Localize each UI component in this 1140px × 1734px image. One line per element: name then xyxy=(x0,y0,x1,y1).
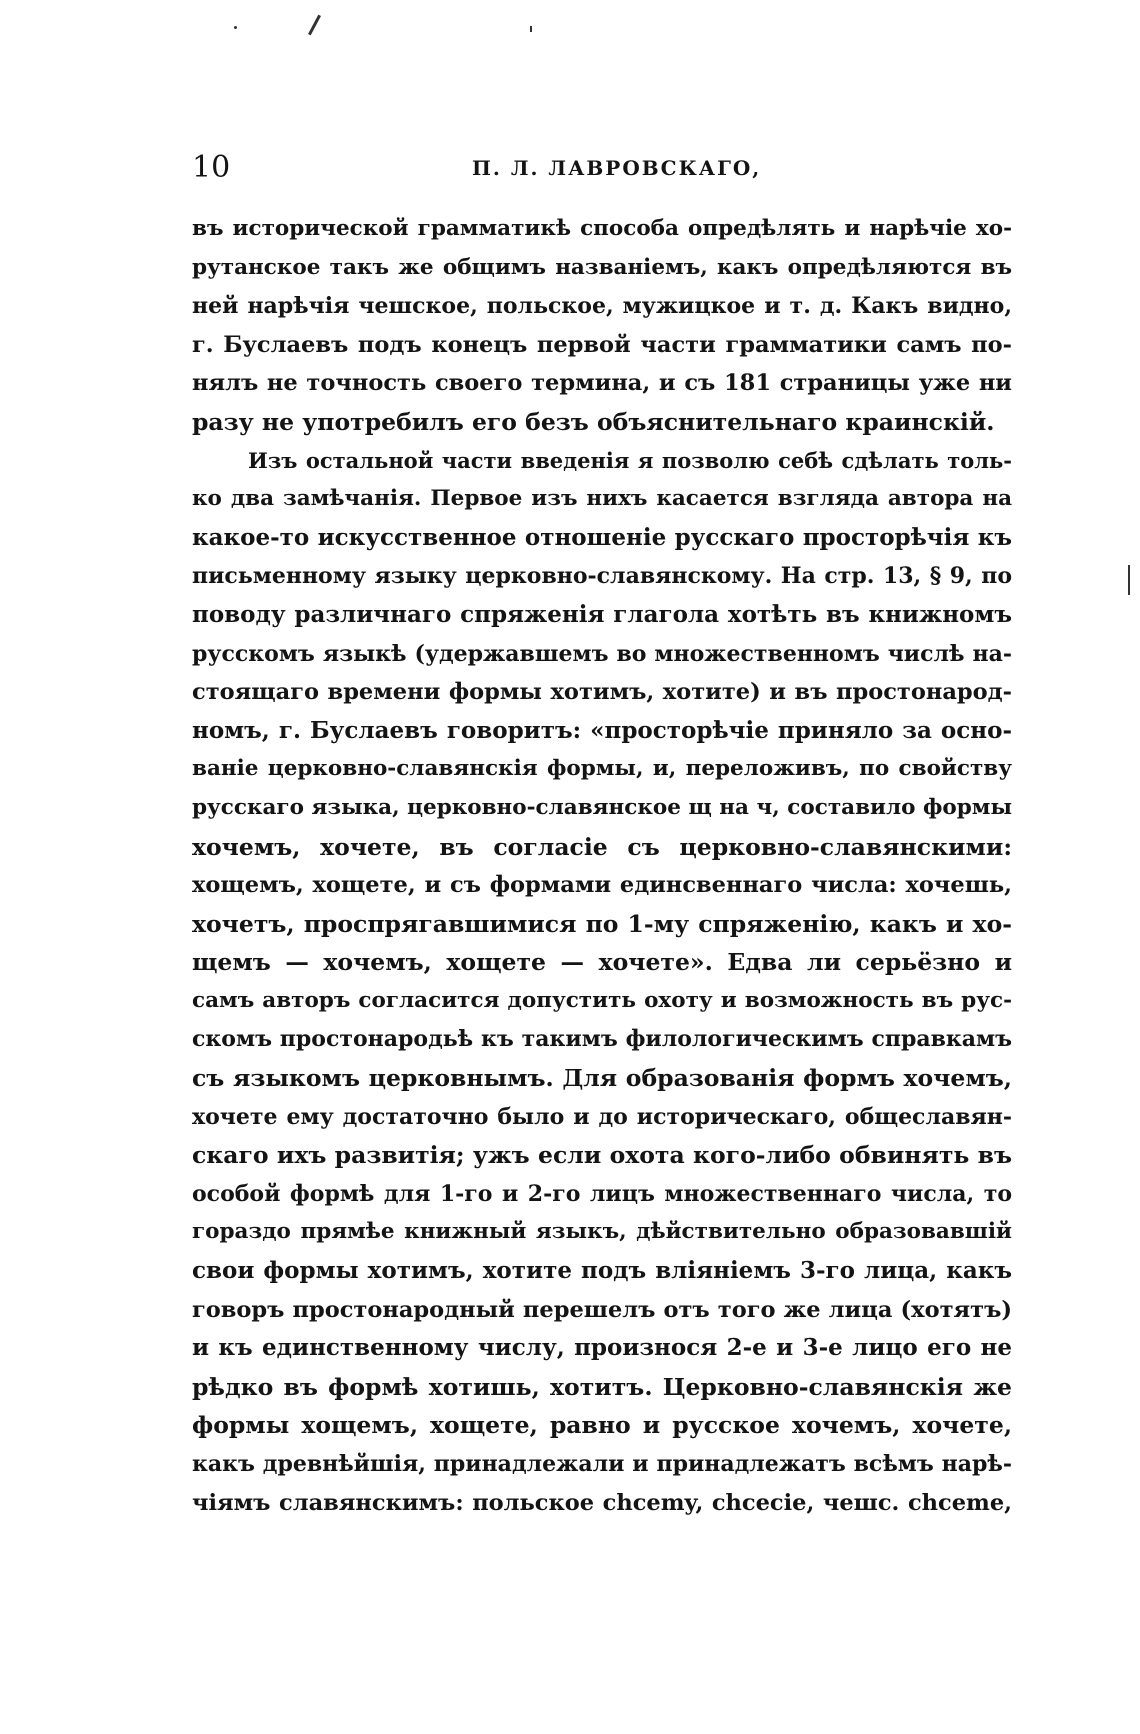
text-line: свои формы хотимъ, хотите подъ вліяніемъ 3-го лица, какъ xyxy=(192,1257,1012,1285)
text-line: ваніе церковно-славянскія формы, и, переложивъ, по свойству xyxy=(192,756,1012,782)
body-text xyxy=(192,210,1012,1522)
text-line: чіямъ славянскимъ: польское chcemy, chcecie, чешс. chceme, xyxy=(192,1489,1012,1516)
text-line: стоящаго времени формы хотимъ, хотите) и въ простонарод- xyxy=(192,679,1012,706)
text-line: ко два замѣчанія. Первое изъ нихъ касается взгляда автора на xyxy=(192,486,1012,512)
page-header xyxy=(192,148,1012,188)
page-number: 10 xyxy=(192,150,231,185)
text-line: письменному языку церковно-славянскому. На стр. 13, § 9, по xyxy=(192,563,1012,590)
text-line: какъ древнѣйшія, принадлежали и принадлежатъ всѣмъ нарѣ- xyxy=(192,1451,1012,1477)
text-line: формы хощемъ, хощете, равно и русское хочемъ, хочете, xyxy=(192,1411,1012,1440)
text-line: Изъ остальной части введенія я позволю себѣ сдѣлать толь- xyxy=(248,447,1012,473)
running-head: П. Л. ЛАВРОВСКАГО, xyxy=(472,156,762,180)
text-line: русскаго языка, церковно-славянское щ на ч, составило формы xyxy=(192,794,1012,820)
text-line: въ исторической грамматикѣ способа опредѣлять и нарѣчіе хо- xyxy=(192,216,1012,241)
text-line: г. Буслаевъ подъ конецъ первой части грамматики самъ по- xyxy=(192,331,1012,358)
text-line: хочетъ, проспрягавшимися по 1-му спряженію, какъ и хо- xyxy=(192,909,1012,938)
text-line: скаго ихъ развитія; ужъ если охота кого-либо обвинять въ xyxy=(192,1141,1012,1170)
text-line: номъ, г. Буслаевъ говоритъ: «просторѣчіе приняло за осно- xyxy=(192,716,1012,744)
stray-mark xyxy=(530,26,532,32)
text-line: и къ единственному числу, произнося 2-е и 3-е лицо его не xyxy=(192,1334,1012,1362)
text-line: самъ авторъ согласится допустить охоту и возможность въ рус- xyxy=(192,987,1012,1013)
text-line: ней нарѣчія чешское, польское, мужицкое и т. д. Какъ видно, xyxy=(192,293,1012,320)
text-line: гораздо прямѣе книжный языкъ, дѣйствительно образовавшій xyxy=(192,1219,1012,1245)
stray-mark xyxy=(234,26,237,29)
text-line: русскомъ языкѣ (удержавшемъ во множественномъ числѣ на- xyxy=(192,640,1012,667)
text-line: хочемъ, хочете, въ согласіе съ церковно-славянскими: xyxy=(192,832,1012,861)
text-line: рутанское такъ же общимъ названіемъ, какъ опредѣляются въ xyxy=(192,254,1012,280)
text-line: разу не употребилъ его безъ объяснительнаго краинскій. xyxy=(192,407,995,436)
text-line: скомъ простонародьѣ къ такимъ филологическимъ справкамъ xyxy=(192,1026,1012,1053)
text-line: особой формѣ для 1-го и 2-го лицъ множественнаго числа, то xyxy=(192,1180,1012,1207)
text-line: рѣдко въ формѣ хотишь, хотитъ. Церковно-славянскія же xyxy=(192,1372,1012,1401)
text-line: съ языкомъ церковнымъ. Для образованія формъ хочемъ, xyxy=(192,1064,1012,1093)
text-line: хощемъ, хощете, и съ формами единсвеннаго числа: хочешь, xyxy=(192,872,1012,899)
text-line: говоръ простонародный перешелъ отъ того же лица (хотятъ) xyxy=(192,1296,1012,1323)
text-line: поводу различнаго спряженія глагола хотѣть въ книжномъ xyxy=(192,600,1012,628)
text-line: нялъ не точность своего термина, и съ 181 страницы уже ни xyxy=(192,370,1012,397)
text-line: щемъ — хочемъ, хощете — хочете». Едва ли серьёзно и xyxy=(192,948,1012,977)
text-line: какое-то искусственное отношеніе русскаго просторѣчія къ xyxy=(192,523,1012,551)
stray-mark xyxy=(1128,565,1130,595)
text-line: хочете ему достаточно было и до историческаго, общеславян- xyxy=(192,1103,1012,1130)
stray-mark xyxy=(308,15,321,36)
